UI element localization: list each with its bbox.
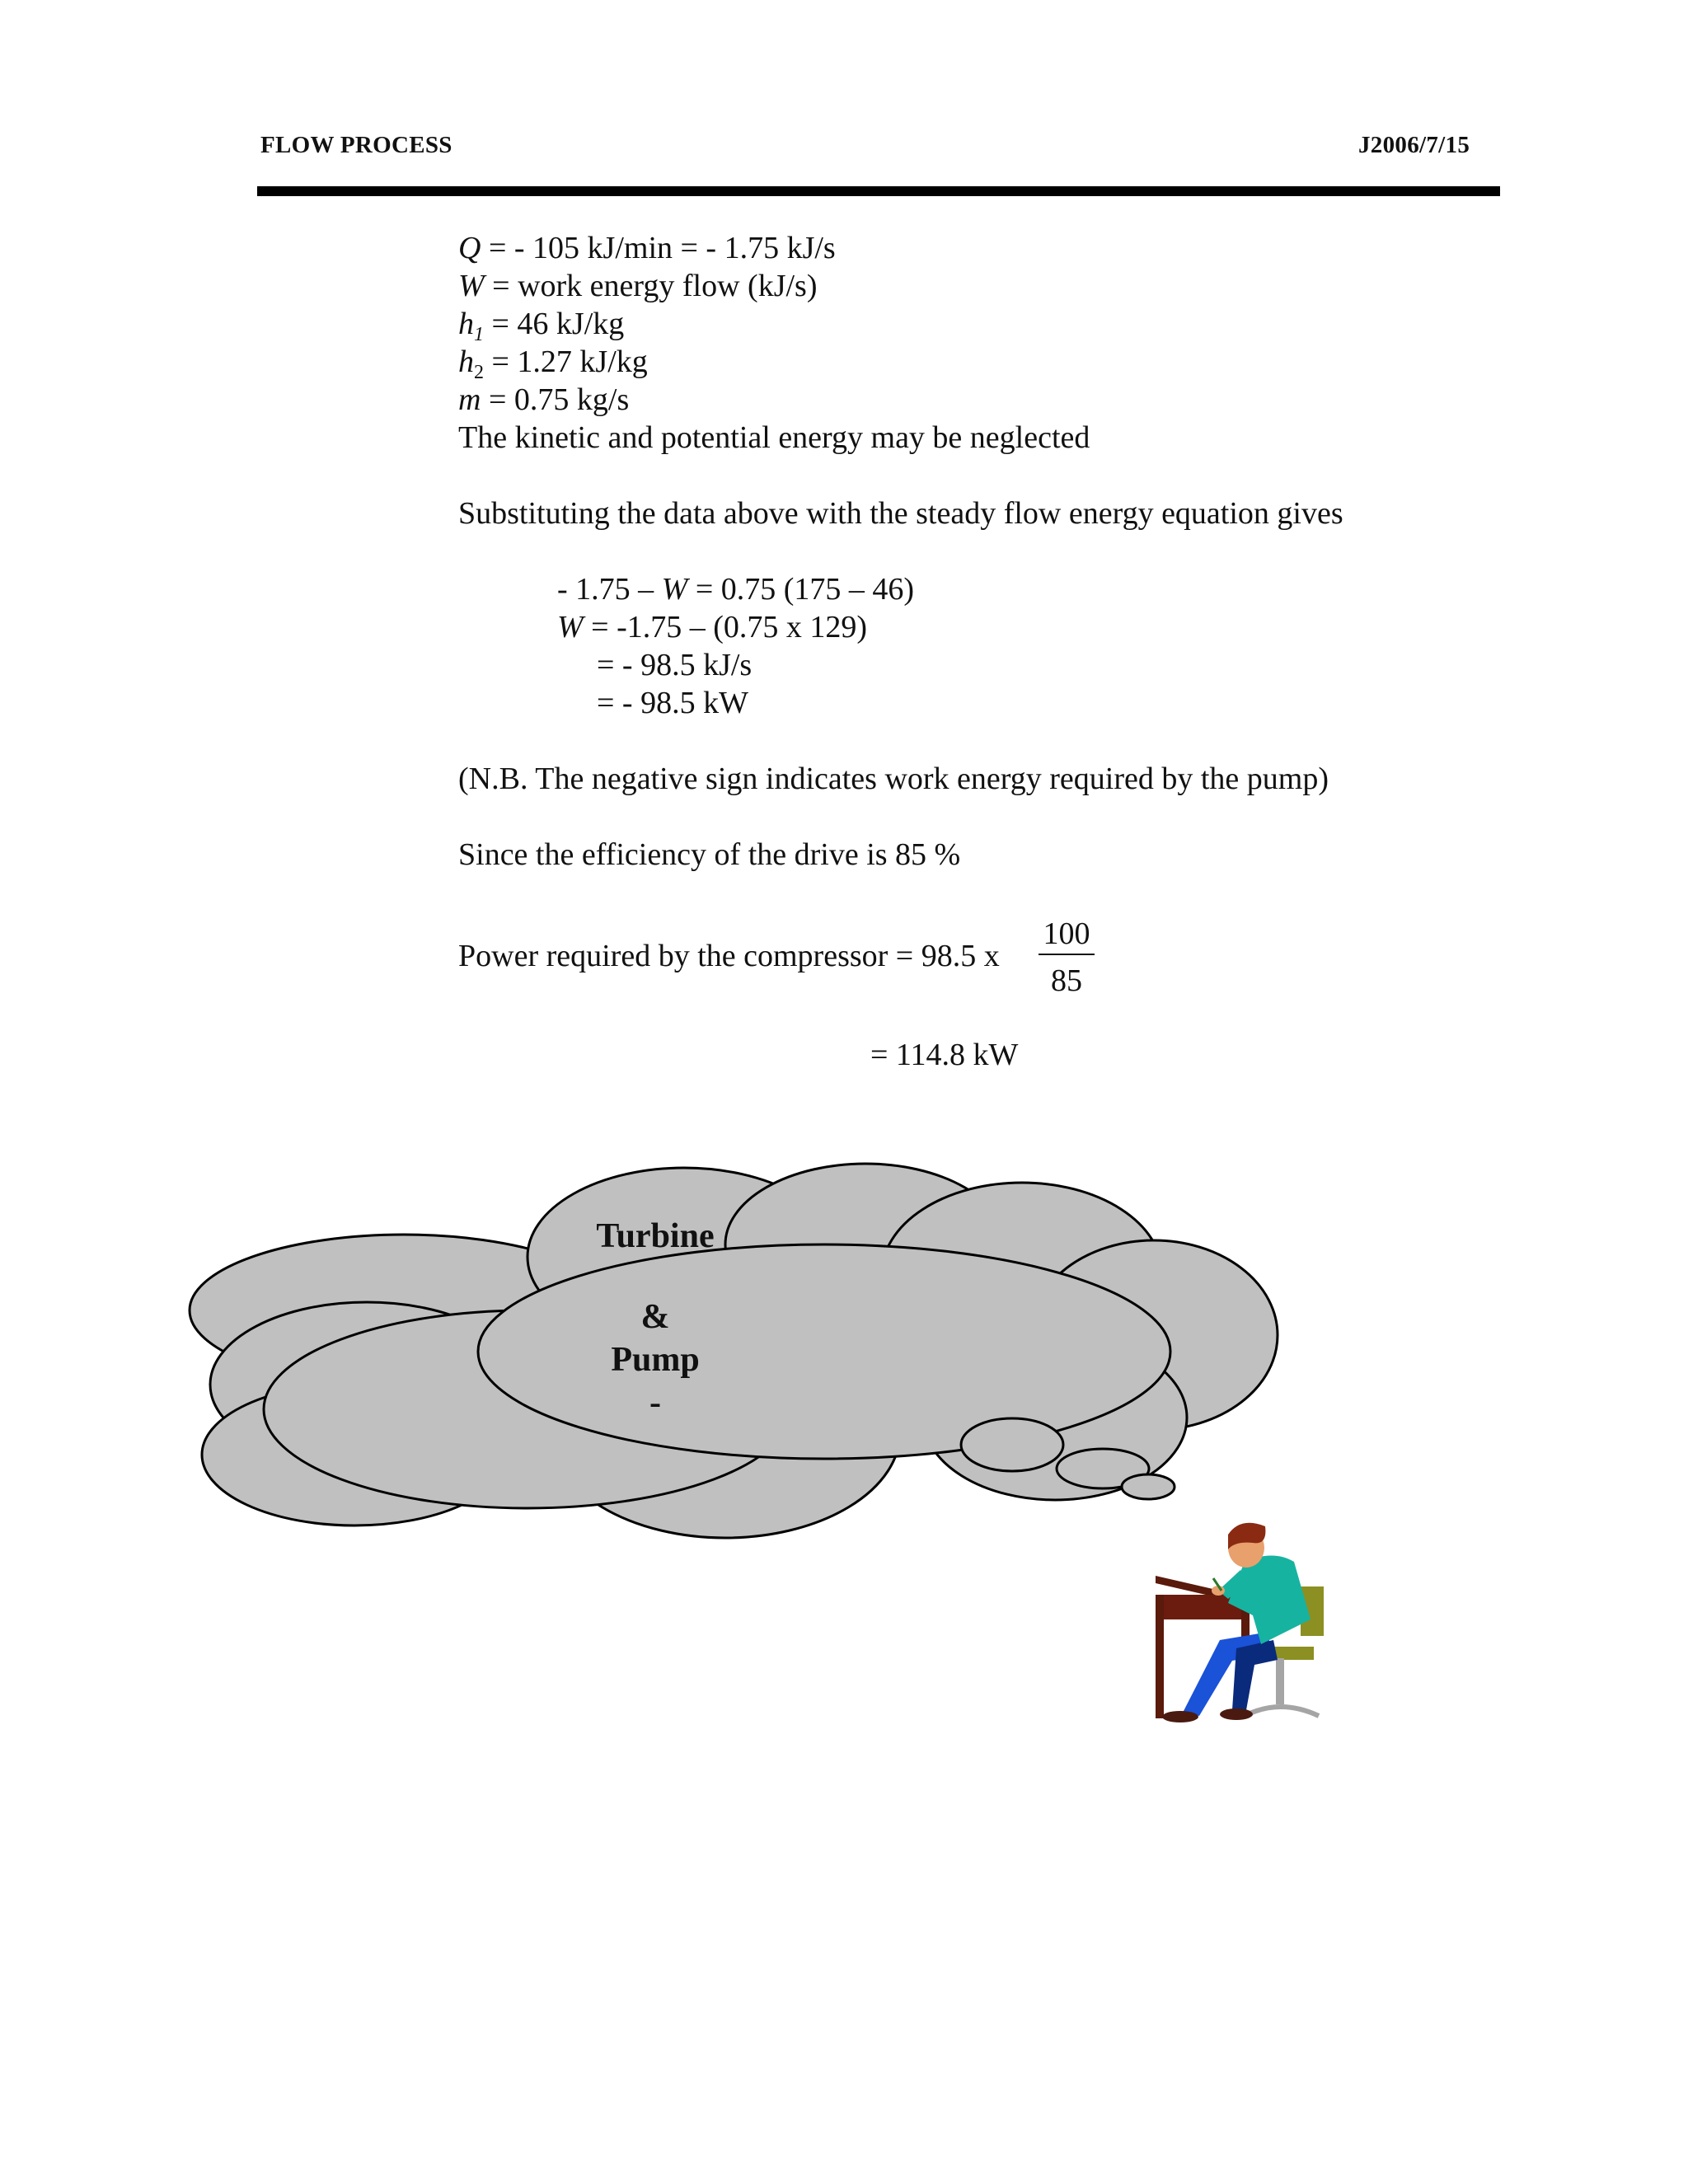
equation-line-2: W = -1.75 – (0.75 x 129): [557, 610, 868, 644]
given-h2: $h_2 = 1.27$ kJ/kg: [458, 344, 648, 383]
given-h1: $h_1 = 46$ kJ/kg: [458, 307, 625, 345]
bubble-text-ampersand: &: [640, 1298, 670, 1336]
fraction-numerator: 100: [1043, 916, 1090, 951]
given-w: W = work energy flow (kJ/s): [458, 269, 818, 303]
power-result: = 114.8 kW: [870, 1038, 1019, 1072]
efficiency-note: Since the efficiency of the drive is 85 %: [458, 837, 961, 872]
fraction-denominator: 85: [1051, 963, 1082, 998]
thought-bubble-small-1: [961, 1418, 1063, 1471]
substitution-intro: Substituting the data above with the steady flow energy equation gives: [458, 496, 1343, 531]
given-q: Q = - 105 kJ/min = - 1.75 kJ/s: [458, 231, 836, 265]
bubble-text-pump: Pump: [611, 1341, 700, 1379]
given-m: m = 0.75 kg/s: [458, 382, 630, 417]
bubble-text-turbine: Turbine: [596, 1217, 715, 1255]
nb-note: (N.B. The negative sign indicates work energy required by the pump): [458, 762, 1329, 796]
equation-line-3: = - 98.5 kJ/s: [597, 648, 753, 682]
neglect-note: The kinetic and potential energy may be neglected: [458, 420, 1090, 455]
header-title: FLOW PROCESS: [260, 132, 452, 158]
power-label: Power required by the compressor = 98.5 x: [458, 939, 1000, 973]
thought-bubble-small-3: [1122, 1474, 1175, 1499]
bubble-text-dash: -: [649, 1384, 661, 1422]
header-page-code: J2006/7/15: [1358, 132, 1470, 158]
equation-line-1: - 1.75 – W = 0.75 (175 – 46): [557, 572, 915, 607]
person-at-desk-clipart: [1156, 1523, 1324, 1722]
equation-line-4: = - 98.5 kW: [597, 686, 748, 720]
